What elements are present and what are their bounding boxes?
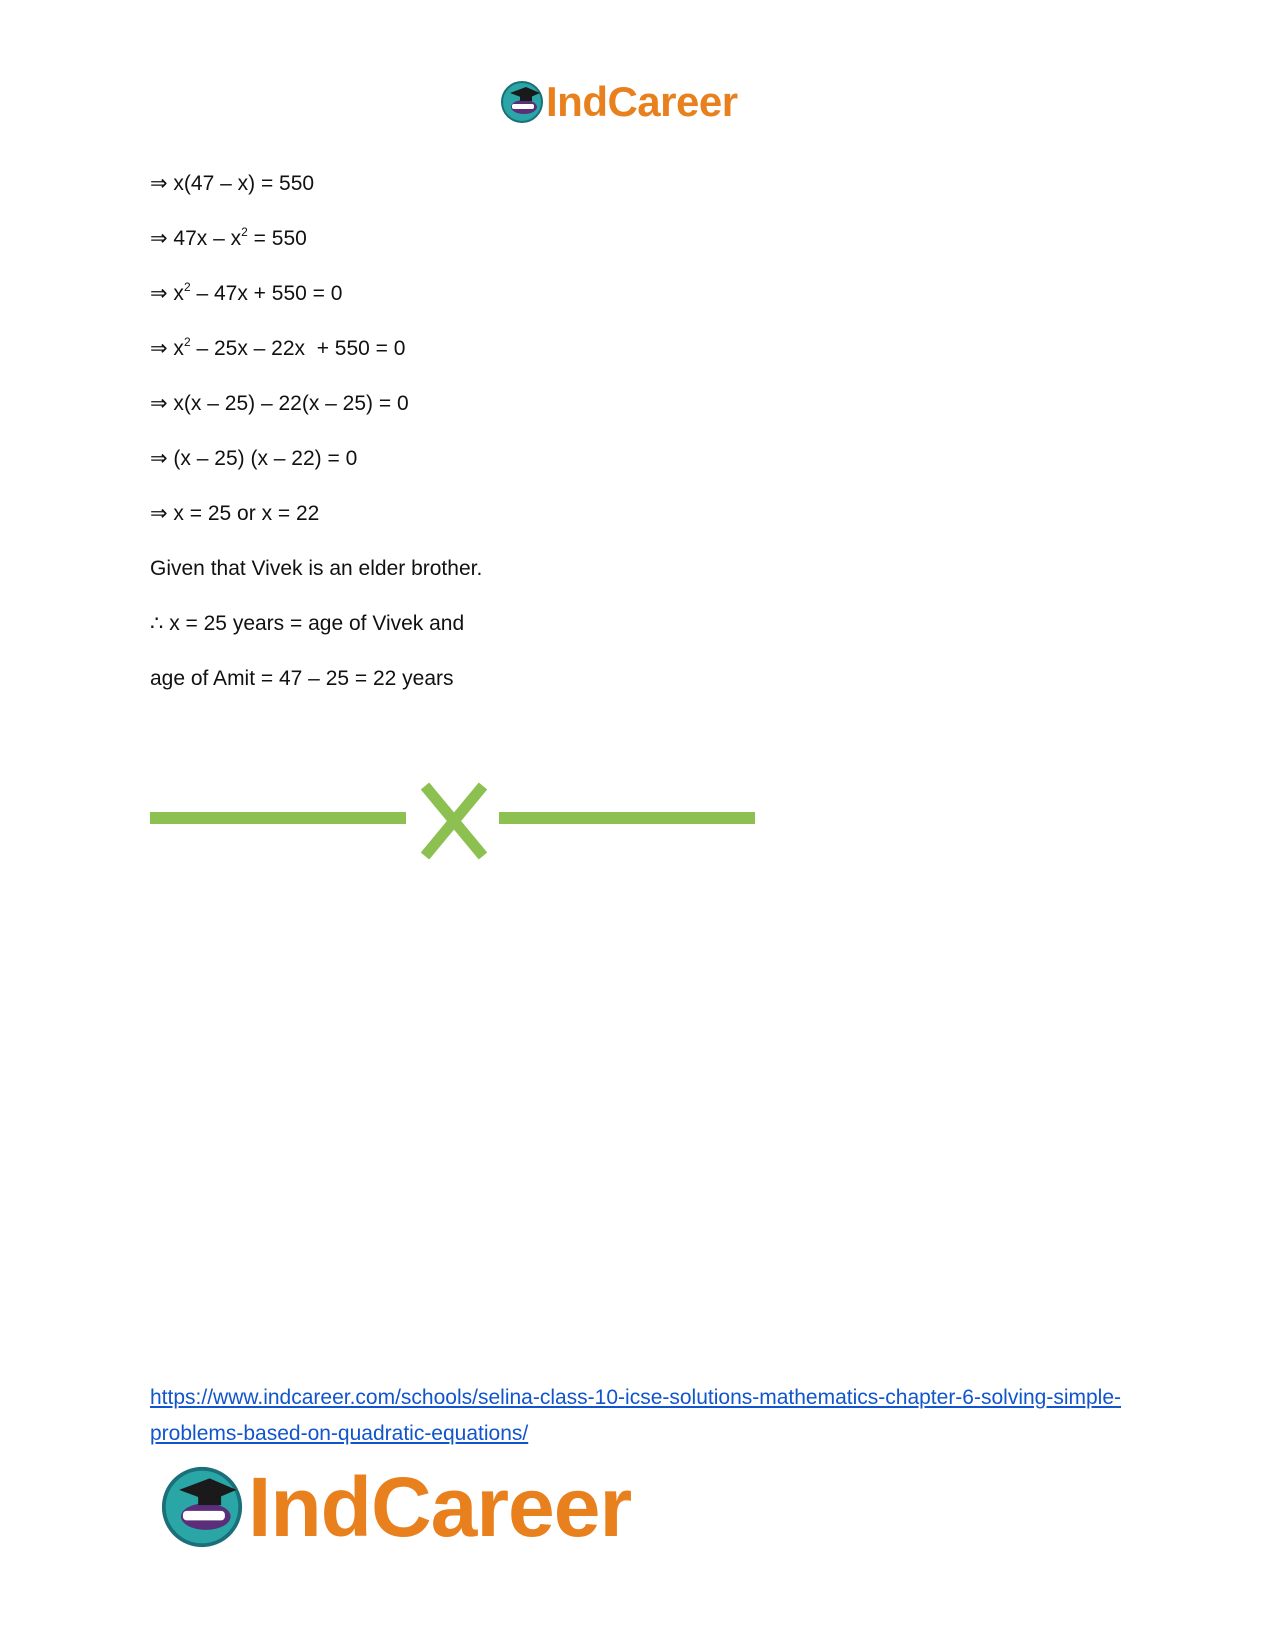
divider-left-bar: [150, 812, 406, 824]
source-url-link[interactable]: https://www.indcareer.com/schools/selina-class-10-icse-solutions-mathematics-chapter-6-solving-simple-problems-based-on-quadratic-equations/: [150, 1386, 1122, 1445]
line-text: ⇒ 47x – x: [150, 227, 242, 250]
solution-line: [150, 172, 1050, 227]
exponent: 2: [183, 335, 191, 349]
header-logo: [500, 80, 738, 124]
line-text: Given that Vivek is an elder brother.: [150, 557, 483, 580]
solution-line: [150, 612, 1050, 667]
line-text: ⇒ x: [150, 337, 184, 360]
solution-line: [150, 392, 1050, 447]
line-text: ⇒ x(x – 25) – 22(x – 25) = 0: [150, 392, 409, 415]
divider-right-bar: [499, 812, 755, 824]
line-text: ∴ x = 25 years = age of Vivek and: [150, 612, 465, 635]
line-text: ⇒ (x – 25) (x – 22) = 0: [150, 447, 358, 470]
solution-line: [150, 447, 1050, 502]
graduation-globe-icon: [500, 80, 544, 124]
solution-lines: [150, 172, 1050, 722]
solution-line: [150, 282, 1050, 337]
line-text: ⇒ x(47 – x) = 550: [150, 172, 315, 195]
footer-logo: [160, 1460, 632, 1554]
solution-line: [150, 667, 1050, 722]
solution-line: [150, 502, 1050, 557]
line-text: ⇒ x = 25 or x = 22: [150, 502, 320, 525]
line-text-continued: – 47x + 550 = 0: [190, 282, 343, 305]
section-divider: [150, 780, 755, 860]
header-logo-text: IndCareer: [546, 78, 738, 125]
line-text: age of Amit = 47 – 25 = 22 years: [150, 667, 454, 690]
solution-line: [150, 557, 1050, 612]
exponent: 2: [241, 225, 248, 239]
footer-logo-text: IndCareer: [248, 1460, 632, 1554]
solution-line: [150, 337, 1050, 392]
line-text-continued: – 25x – 22x + 550 = 0: [190, 337, 406, 360]
solution-line: [150, 227, 1050, 282]
line-text: ⇒ x: [150, 282, 184, 305]
graduation-globe-icon: [160, 1465, 244, 1549]
exponent: 2: [183, 280, 191, 294]
line-text-continued: = 550: [247, 227, 307, 250]
